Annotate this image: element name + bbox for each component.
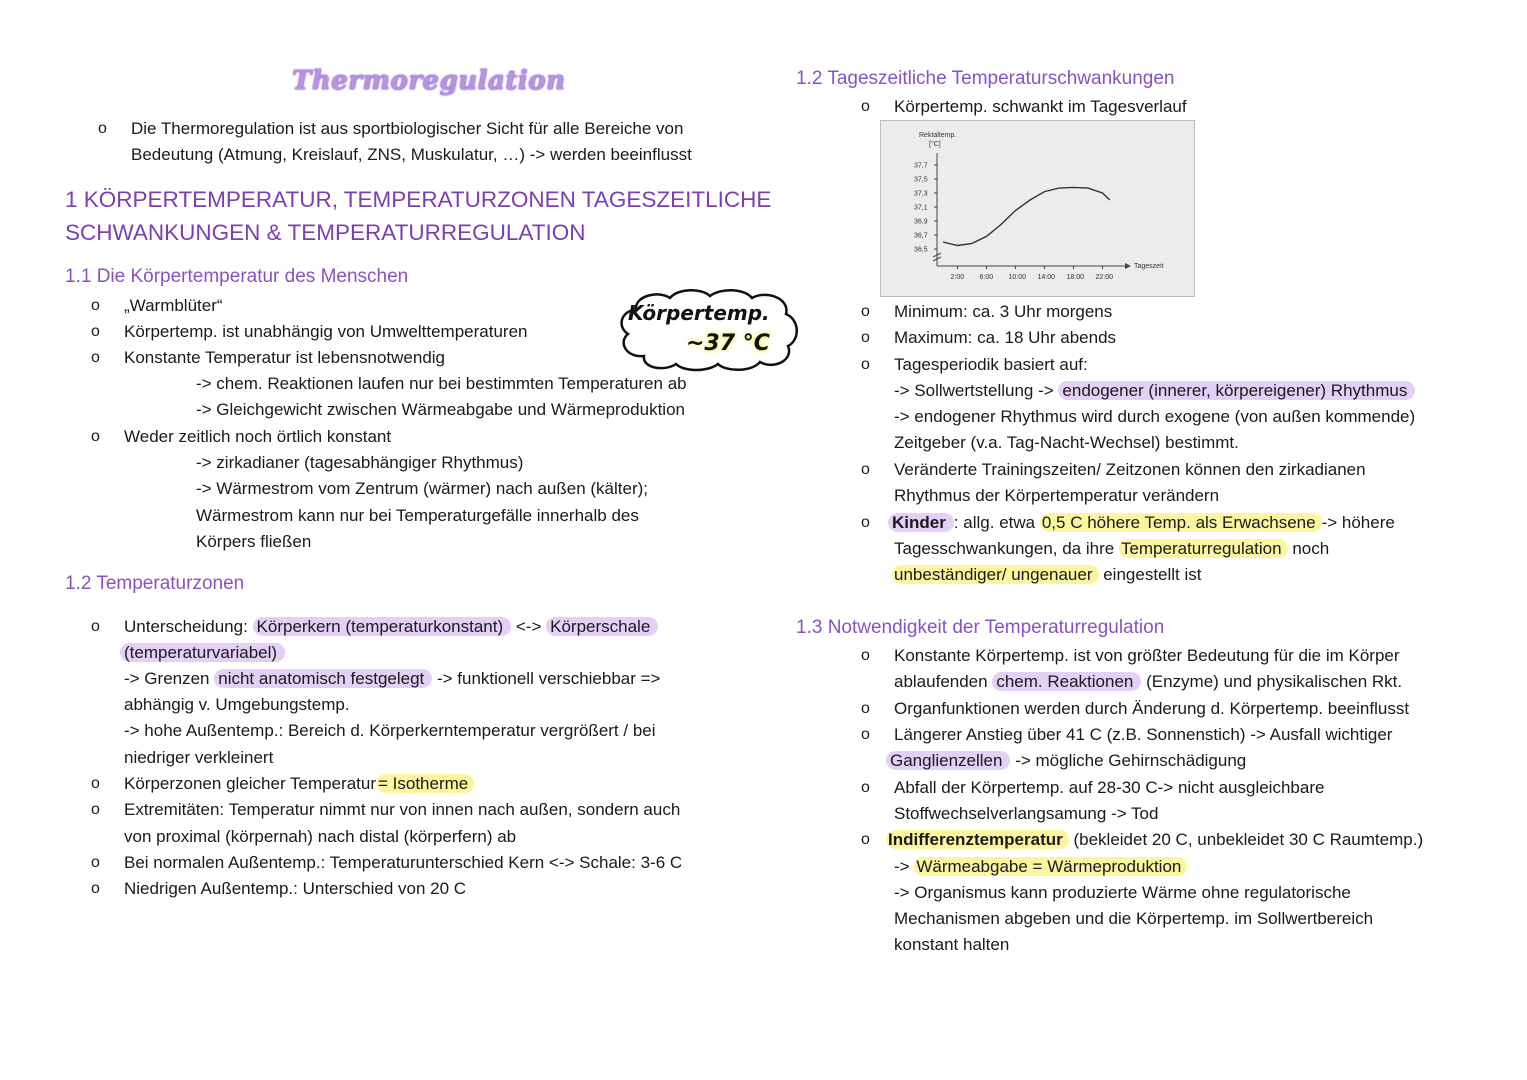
s11-line-2: Körpertemp. ist unabhängig von Umwelttemperaturen [124, 322, 528, 341]
chart-y-tick-label: 37,3 [914, 190, 928, 198]
bullet-marker: o [91, 428, 100, 445]
chart-y-tick-label: 37,7 [914, 162, 928, 170]
s12t-line-12 [892, 562, 1202, 588]
highlight: Ganglienzellen [886, 751, 1010, 770]
bullet-marker: o [861, 700, 870, 717]
text: Körperzonen gleicher Temperatur [124, 774, 376, 793]
text: -> Grenzen [124, 669, 215, 688]
s13-line-7: Stoffwechselverlangsamung -> Tod [894, 804, 1159, 823]
s13-line-3: Organfunktionen werden durch Änderung d. Körpertemp. beeinflusst [894, 699, 1410, 718]
s12t-line-3: Maximum: ca. 18 Uhr abends [894, 328, 1117, 347]
chart-x-tick-label: 18:00 [1066, 274, 1085, 281]
text: : allg. etwa [953, 513, 1040, 532]
temperature-cloud-note [614, 288, 804, 376]
s12t-line-7: Zeitgeber (v.a. Tag-Nacht-Wechsel) bestimmt. [894, 433, 1239, 452]
bullet-marker: o [861, 356, 870, 373]
text: ablaufenden [894, 672, 993, 691]
chart-x-tick-label: 22:00 [1095, 274, 1114, 281]
s12t-line-4: Tagesperiodik basiert auf: [894, 355, 1088, 374]
highlight: Körperkern (temperaturkonstant) [253, 617, 512, 636]
section-1-1-heading: 1.1 Die Körpertemperatur des Menschen [65, 266, 409, 287]
temperature-chart [880, 120, 1195, 297]
text: -> Sollwertstellung -> [894, 381, 1059, 400]
s12z-line-4: abhängig v. Umgebungstemp. [124, 695, 350, 714]
bullet-marker: o [861, 514, 870, 531]
s12z-line-5: -> hohe Außentemp.: Bereich d. Körperkerntemperatur vergrößert / bei [124, 721, 656, 740]
text: Tagesschwankungen, da ihre [894, 539, 1119, 558]
s13-line-6: Abfall der Körpertemp. auf 28-30 C-> nicht ausgleichbare [894, 778, 1325, 797]
text: -> funktionell verschiebbar => [432, 669, 661, 688]
bullet-marker: o [861, 303, 870, 320]
bullet-marker: o [861, 98, 870, 115]
s13-line-1: Konstante Körpertemp. ist von größter Bedeutung für die im Körper [894, 646, 1400, 665]
s13-line-2 [894, 669, 1402, 695]
chart-xlabel: Tageszeit [1134, 263, 1164, 270]
cloud-text-line-1: Körpertemp. [628, 301, 770, 325]
s12z-line-1 [124, 614, 658, 640]
section-1-heading [65, 183, 771, 249]
chart-ylabel: Rektaltemp. [919, 132, 957, 139]
s12t-line-2: Minimum: ca. 3 Uhr morgens [894, 302, 1113, 321]
text: Unterscheidung: [124, 617, 253, 636]
s12z-line-7 [124, 771, 474, 797]
text: -> höhere [1321, 513, 1395, 532]
s12t-line-6: -> endogener Rhythmus wird durch exogene (von außen kommende) [894, 407, 1416, 426]
text: (Enzyme) und physikalischen Rkt. [1141, 672, 1403, 691]
section-1-heading-line-2: SCHWANKUNGEN & TEMPERATURREGULATION [65, 220, 586, 245]
s11-line-7: -> zirkadianer (tagesabhängiger Rhythmus) [196, 453, 524, 472]
chart-x-axis-arrow [1125, 263, 1131, 269]
s12z-line-11: Niedrigen Außentemp.: Unterschied von 20 C [124, 879, 467, 898]
bullet-marker: o [91, 880, 100, 897]
chart-y-tick-label: 37,5 [914, 176, 928, 184]
bullet-marker: o [861, 831, 870, 848]
bullet-marker: o [861, 461, 870, 478]
cloud-text-line-2: ~37 °C [686, 331, 770, 356]
bullet-marker: o [91, 775, 100, 792]
bullet-marker: o [98, 120, 107, 137]
s11-line-3: Konstante Temperatur ist lebensnotwendig [124, 348, 445, 367]
s12z-line-8: Extremitäten: Temperatur nimmt nur von innen nach außen, sondern auch [124, 800, 681, 819]
section-1-3-heading: 1.3 Notwendigkeit der Temperaturregulation [796, 617, 1165, 638]
text: <-> [511, 617, 547, 636]
chart-y-tick-label: 36,7 [914, 232, 928, 240]
s11-line-1: „Warmblüter“ [124, 296, 223, 315]
highlight: = Isotherme [376, 774, 474, 793]
s11-line-8: -> Wärmestrom vom Zentrum (wärmer) nach außen (kälter); [196, 479, 649, 498]
s12z-line-10: Bei normalen Außentemp.: Temperaturunterschied Kern <-> Schale: 3-6 C [124, 853, 683, 872]
s12t-line-8: Veränderte Trainingszeiten/ Zeitzonen können den zirkadianen [894, 460, 1366, 479]
section-1-2-zones-heading: 1.2 Temperaturzonen [65, 573, 245, 594]
s13-line-10: -> Organismus kann produzierte Wärme ohne regulatorische [894, 883, 1351, 902]
s12z-line-2 [120, 640, 285, 666]
text: -> [894, 857, 915, 876]
highlight: endogener (innerer, körpereigener) Rhythmus [1058, 381, 1415, 400]
s13-line-12: konstant halten [894, 935, 1010, 954]
highlight: Temperaturregulation [1119, 539, 1288, 558]
s12t-line-11 [894, 536, 1329, 562]
bullet-marker: o [861, 779, 870, 796]
text: -> mögliche Gehirnschädigung [1010, 751, 1247, 770]
highlight: chem. Reaktionen [992, 672, 1141, 691]
chart-x-tick-label: 2:00 [950, 274, 965, 281]
section-1-2-daily-heading: 1.2 Tageszeitliche Temperaturschwankungen [796, 68, 1175, 89]
highlight: 0,5 C höhere Temp. als Erwachsene [1040, 513, 1322, 532]
highlight: Wärmeabgabe = Wärmeproduktion [914, 857, 1187, 876]
s12t-line-9: Rhythmus der Körpertemperatur verändern [894, 486, 1220, 505]
s13-line-9 [894, 854, 1187, 880]
s11-line-5: -> Gleichgewicht zwischen Wärmeabgabe und Wärmeproduktion [196, 400, 685, 419]
chart-x-tick-label: 14:00 [1037, 274, 1056, 281]
s11-line-9: Wärmestrom kann nur bei Temperaturgefälle innerhalb des [196, 506, 639, 525]
highlight: unbeständiger/ ungenauer [892, 565, 1099, 584]
temperature-chart-svg [881, 121, 1194, 296]
text: (bekleidet 20 C, unbekleidet 30 C Raumtemp.) [1068, 830, 1424, 849]
s12z-line-9: von proximal (körpernah) nach distal (körperfern) ab [124, 827, 517, 846]
intro-line-2: Bedeutung (Atmung, Kreislauf, ZNS, Muskulatur, …) -> werden beeinflusst [131, 145, 692, 164]
chart-y-tick-label: 37,1 [914, 204, 928, 212]
chart-y-tick-label: 36,5 [914, 246, 928, 254]
s12z-line-3 [124, 666, 660, 692]
section-1-heading-line-1: 1 KÖRPERTEMPERATUR, TEMPERATURZONEN TAGESZEITLICHE [65, 187, 772, 212]
s13-line-11: Mechanismen abgeben und die Körpertemp. im Sollwertbereich [894, 909, 1374, 928]
bullet-marker: o [91, 349, 100, 366]
bullet-marker: o [91, 854, 100, 871]
s13-line-4: Längerer Anstieg über 41 C (z.B. Sonnenstich) -> Ausfall wichtiger [894, 725, 1393, 744]
s13-line-5 [886, 748, 1246, 774]
s12z-line-6: niedriger verkleinert [124, 748, 274, 767]
s11-line-10: Körpers fließen [196, 532, 312, 551]
bullet-marker: o [91, 297, 100, 314]
highlight: Indifferenztemperatur [886, 830, 1069, 849]
s13-line-8 [886, 827, 1423, 853]
highlight: (temperaturvariabel) [120, 643, 285, 662]
bullet-marker: o [861, 329, 870, 346]
bullet-marker: o [861, 647, 870, 664]
chart-yunit: [°C] [929, 141, 941, 148]
chart-y-tick-label: 36,9 [914, 218, 928, 226]
s12t-line-10 [888, 510, 1395, 536]
text: noch [1287, 539, 1330, 558]
chart-x-tick-label: 6:00 [979, 274, 994, 281]
chart-series-line [943, 187, 1110, 245]
bullet-marker: o [91, 323, 100, 340]
intro-line-1: Die Thermoregulation ist aus sportbiologischer Sicht für alle Bereiche von [131, 119, 684, 138]
bullet-marker: o [91, 801, 100, 818]
highlight: nicht anatomisch festgelegt [214, 669, 432, 688]
s11-line-6: Weder zeitlich noch örtlich konstant [124, 427, 392, 446]
text: eingestellt ist [1098, 565, 1202, 584]
s11-line-4: -> chem. Reaktionen laufen nur bei bestimmten Temperaturen ab [196, 374, 687, 393]
page-title: Thermoregulation [292, 66, 566, 96]
bullet-marker: o [861, 726, 870, 743]
s12t-line-1: Körpertemp. schwankt im Tagesverlauf [894, 97, 1187, 116]
chart-x-tick-label: 10:00 [1008, 274, 1027, 281]
bullet-marker: o [91, 618, 100, 635]
s12t-line-5 [894, 378, 1415, 404]
highlight: Körperschale [546, 617, 658, 636]
highlight: Kinder [888, 513, 954, 532]
